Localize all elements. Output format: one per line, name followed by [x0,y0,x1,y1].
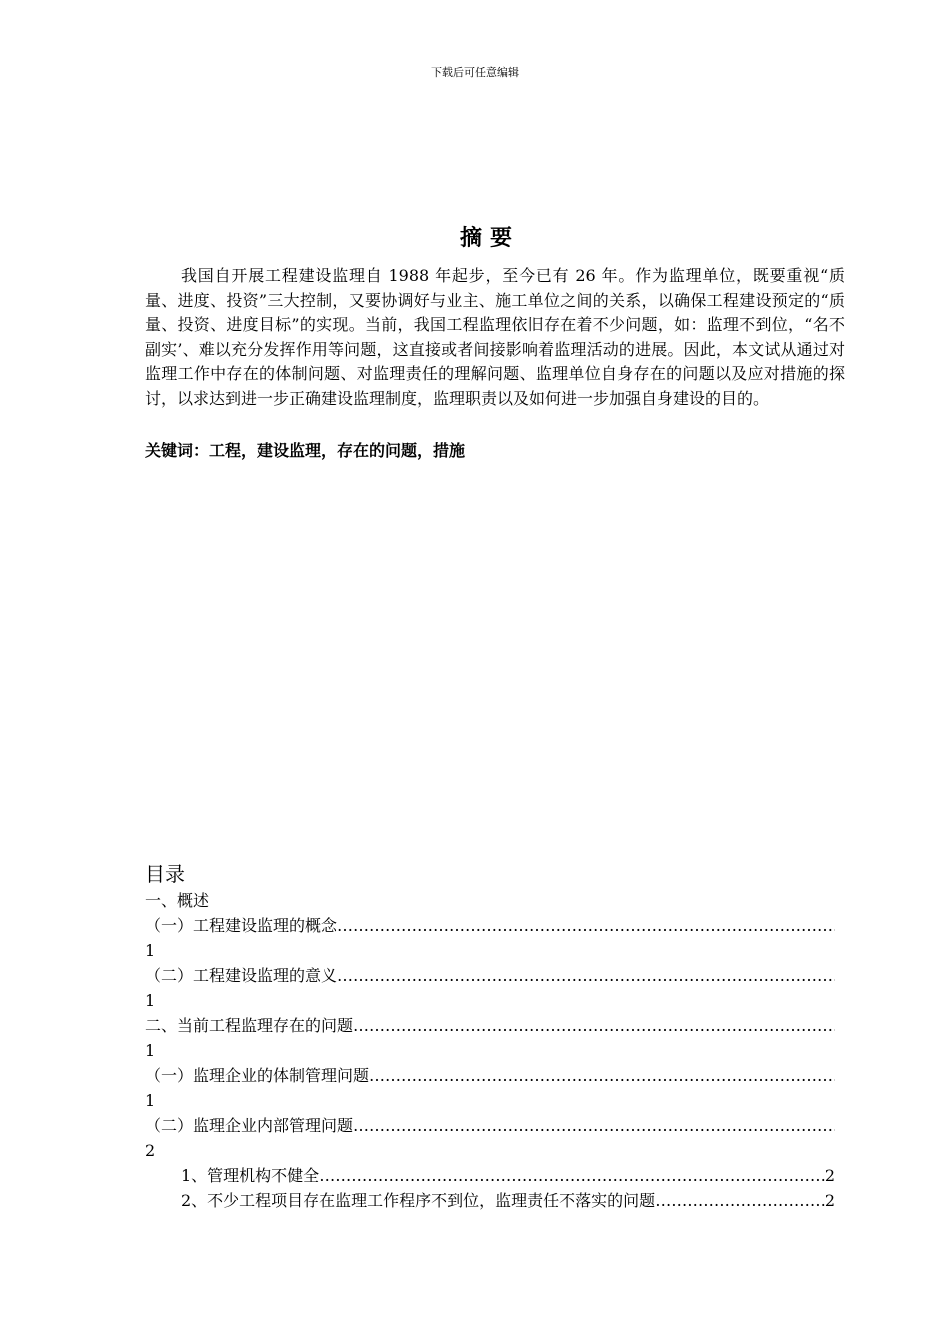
toc-item-page: 1 [145,1091,156,1110]
toc-item-label: 一、概述 [145,891,210,910]
toc-leader-dots [319,1163,825,1188]
toc-leader-dots [337,963,835,988]
toc-item-page: 2 [824,1191,835,1210]
toc-item-page: 1 [145,941,156,960]
toc-item [145,913,835,938]
toc-item [145,1013,835,1038]
toc-item-label: （一）工程建设监理的概念 [145,916,338,935]
toc-item [145,1113,835,1138]
toc-item-page: 2 [145,1141,156,1160]
toc-leader-dots [353,1013,835,1038]
keywords: 关键词：工程，建设监理，存在的问题，措施 [145,441,466,460]
toc-leader-dots [655,1188,825,1213]
toc-item-page: 1 [145,991,156,1010]
toc-item-label: （一）监理企业的体制管理问题 [145,1066,370,1085]
header-note: 下载后可任意编辑 [431,66,519,79]
toc-heading: 目录 [145,862,185,886]
toc-item-label: （二）监理企业内部管理问题 [145,1116,354,1135]
table-of-contents [145,860,835,1213]
toc-item-label: 二、当前工程监理存在的问题 [145,1016,354,1035]
toc-item-sub [145,1188,835,1213]
abstract-title: 摘要 [459,226,520,251]
toc-item-overview [145,888,835,913]
toc-item-label: 2、不少工程项目存在监理工作程序不到位，监理责任不落实的问题 [181,1191,656,1210]
toc-leader-dots [353,1113,835,1138]
toc-leader-dots [337,913,835,938]
abstract-body: 我国自开展工程建设监理自 1988 年起步，至今已有 26 年。作为监理单位，既要重视“质量、进度、投资”三大控制，又要协调好与业主、施工单位之间的关系，以确保工程建设预定的“质量、投资、进度目标”的实现。当前，我国工程监理依旧存在着不少问题，如：监理不到位，“名不副实’、难以充分发挥作用等问题，这直接或者间接影响着监理活动的进展。因此，本文试从通过对监理工作中存在的体制问题、对监理责任的理解问题、监理单位自身存在的问题以及应对措施的探讨，以求达到进一步正确建设监理制度，监理职责以及如何进一步加强自身建设的目的。 [145,266,845,408]
toc-item-page: 2 [824,1166,835,1185]
toc-item-label: 1、管理机构不健全 [181,1166,320,1185]
toc-item [145,1063,835,1088]
toc-item-sub [145,1163,835,1188]
toc-item-page: 1 [145,1041,156,1060]
toc-leader-dots [369,1063,835,1088]
toc-item-label: （二）工程建设监理的意义 [145,966,338,985]
toc-item [145,963,835,988]
